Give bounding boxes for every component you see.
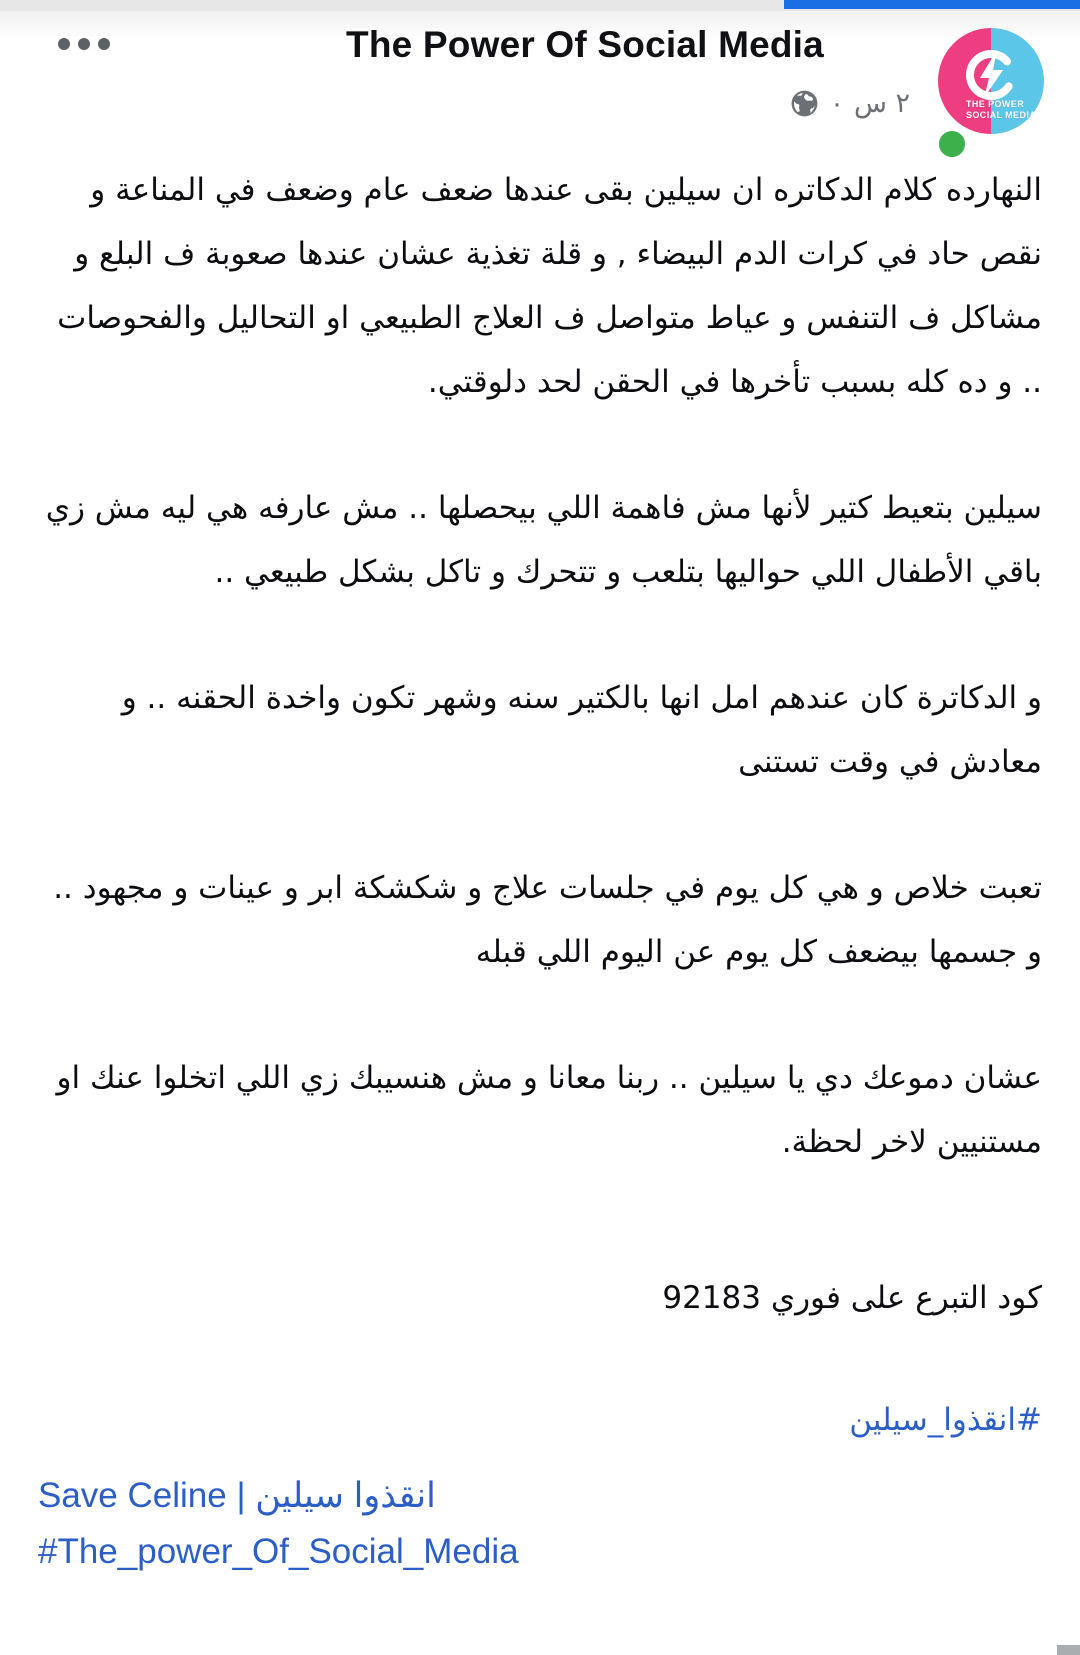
post-paragraph: و الدكاترة كان عندهم امل انها بالكتير سنه وشهر تكون واخدة الحقنه .. و معادش في وقت تستنى <box>121 680 1042 780</box>
post-paragraph: عشان دموعك دي يا سيلين .. ربنا معانا و مش هنسيبك زي اللي اتخلوا عنك او مستنيين لاخر لحظة. <box>56 1060 1042 1160</box>
hashtag-arabic-link[interactable]: #انقذوا_سيلين <box>849 1402 1042 1438</box>
caption-save-celine-link[interactable]: Save Celine | انقذوا سيلين <box>38 1476 436 1515</box>
post-header <box>0 0 1080 150</box>
donation-code-line: كود التبرع على فوري 92183 <box>662 1280 1042 1316</box>
more-options-button[interactable] <box>52 32 116 56</box>
online-status-dot <box>936 128 968 160</box>
globe-icon <box>789 88 820 119</box>
post-paragraph: تعبت خلاص و هي كل يوم في جلسات علاج و شكشكة ابر و عينات و مجهود .. و جسمها بيضعف كل يوم عن اليوم اللي قبله <box>53 870 1042 970</box>
post-body <box>38 158 1042 1580</box>
post-paragraph: سيلين بتعيط كتير لأنها مش فاهمة اللي بيحصلها .. مش عارفه هي ليه مش زي باقي الأطفال اللي حواليها بتلعب و تتحرك و تاكل بشكل طبيعي .. <box>45 490 1042 590</box>
timestamp: ٢ س <box>853 88 910 119</box>
ellipsis-icon <box>78 38 90 50</box>
lightning-bolt-icon <box>960 44 1022 106</box>
page-title: The Power Of Social Media <box>346 24 824 65</box>
ellipsis-icon <box>58 38 70 50</box>
ellipsis-icon <box>98 38 110 50</box>
post-captions <box>38 1468 1042 1580</box>
avatar-brand-text: THE POWER SOCIAL MEDIA <box>966 99 1037 120</box>
avatar[interactable] <box>938 28 1044 134</box>
timestamp-separator: · <box>831 86 842 120</box>
scrollbar-thumb[interactable] <box>1057 1645 1080 1655</box>
post-paragraph: النهارده كلام الدكاتره ان سيلين بقى عندها ضعف عام وضعف في المناعة و نقص حاد في كرات الدم البيضاء , و قلة تغذية عشان عندها صعوبة ف البلع و مشاكل ف التنفس و عياط متواصل ف العلاج الطبيعي او التحاليل والفحوصات .. و ده كله بسبب تأخرها في الحقن لحد دلوقتي. <box>57 172 1042 400</box>
caption-hashtag-link[interactable]: #The_power_Of_Social_Media <box>38 1532 519 1571</box>
timestamp-row[interactable] <box>789 88 910 119</box>
